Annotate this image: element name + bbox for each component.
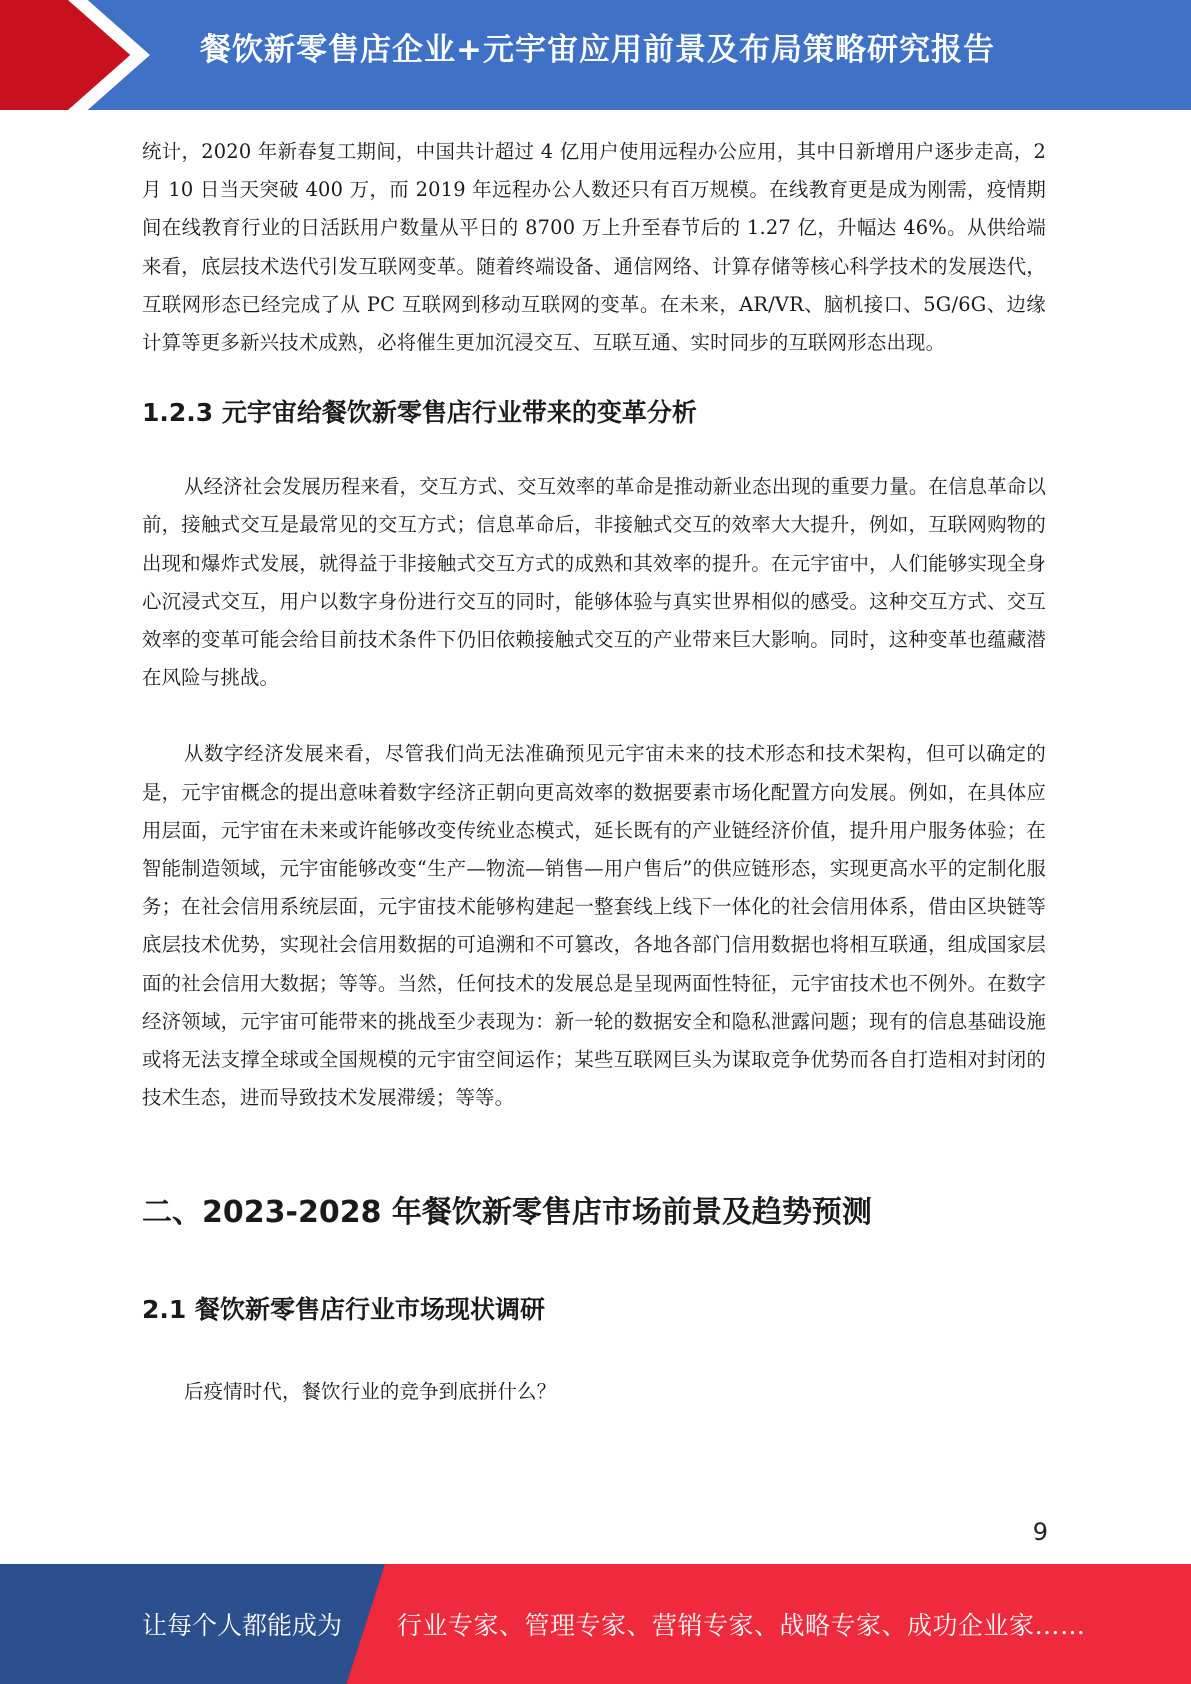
spacer <box>142 362 1046 396</box>
spacer <box>142 697 1046 735</box>
paragraph-intro: 统计，2020 年新春复工期间，中国共计超过 4 亿用户使用远程办公应用，其中日新增用户逐步走高，2 月 10 日当天突破 400 万，而 2019 年远程办公人数还只有百万规模。在线教育更是成为刚需，疫情期间在线教育行业的日活跃用户数量从平日的 8700 万上升至春节后的 1.27 亿，升幅达 46%。从供给端来看，底层技术迭代引发互联网变革。随着终端设备、通信网络、计算存储等核心科学技术的发展迭代，互联网形态已经完成了从 PC 互联网到移动互联网的变革。在未来，AR/VR、脑机接口、5G/6G、边缘计算等更多新兴技术成熟，必将催生更加沉浸交互、互联互通、实时同步的互联网形态出现。 <box>142 140 1046 355</box>
page-header <box>0 0 1191 110</box>
footer-slogan-left: 让每个人都能成为 <box>142 1611 343 1640</box>
footer-slogan-right: 行业专家、管理专家、营销专家、战略专家、成功企业家…… <box>397 1611 1086 1640</box>
spacer <box>142 1117 1046 1193</box>
spacer <box>142 1233 1046 1293</box>
paragraph-post-pandemic: 后疫情时代，餐饮行业的竞争到底拼什么？ <box>184 1380 557 1404</box>
header-red-chevron <box>0 0 130 110</box>
paragraph-interaction-revolution: 从经济社会发展历程来看，交互方式、交互效率的革命是推动新业态出现的重要力量。在信息革命以前，接触式交互是最常见的交互方式；信息革命后，非接触式交互的效率大大提升，例如，互联网购物的出现和爆炸式发展，就得益于非接触式交互方式的成熟和其效率的提升。在元宇宙中，人们能够实现全身心沉浸式交互，用户以数字身份进行交互的同时，能够体验与真实世界相似的感受。这种交互方式、交互效率的变革可能会给目前技术条件下仍旧依赖接触式交互的产业带来巨大影响。同时，这种变革也蕴藏潜在风险与挑战。 <box>142 475 1046 690</box>
paragraph-digital-economy: 从数字经济发展来看，尽管我们尚无法准确预见元宇宙未来的技术形态和技术架构，但可以确定的是，元宇宙概念的提出意味着数字经济正朝向更高效率的数据要素市场化配置方向发展。例如，在具体应用层面，元宇宙在未来或许能够改变传统业态模式，延长既有的产业链经济价值，提升用户服务体验；在智能制造领域，元宇宙能够改变“生产—物流—销售—用户售后”的供应链形态，实现更高水平的定制化服务；在社会信用系统层面，元宇宙技术能够构建起一整套线上线下一体化的社会信用体系，借由区块链等底层技术优势，实现社会信用数据的可追溯和不可篡改，各地各部门信用数据也将相互联通，组成国家层面的社会信用大数据；等等。当然，任何技术的发展总是呈现两面性特征，元宇宙技术也不例外。在数字经济领域，元宇宙可能带来的挑战至少表现为：新一轮的数据安全和隐私泄露问题；现有的信息基础设施或将无法支撑全球或全国规模的元宇宙空间运作；某些互联网巨头为谋取竞争优势而各自打造相对封闭的技术生态，进而导致技术发展滞缓；等等。 <box>142 742 1046 1110</box>
spacer <box>142 430 1046 468</box>
spacer <box>142 1327 1046 1373</box>
section-heading-2-1: 2.1 餐饮新零售店行业市场现状调研 <box>142 1295 545 1325</box>
chapter-heading-2: 二、2023-2028 年餐饮新零售店市场前景及趋势预测 <box>142 1195 872 1231</box>
page-number: 9 <box>1032 1518 1048 1546</box>
page-footer <box>0 1564 1191 1684</box>
page-content <box>142 133 1046 1412</box>
report-title: 餐饮新零售店企业+元宇宙应用前景及布局策略研究报告 <box>200 32 995 68</box>
section-heading-1-2-3: 1.2.3 元宇宙给餐饮新零售店行业带来的变革分析 <box>142 398 697 428</box>
